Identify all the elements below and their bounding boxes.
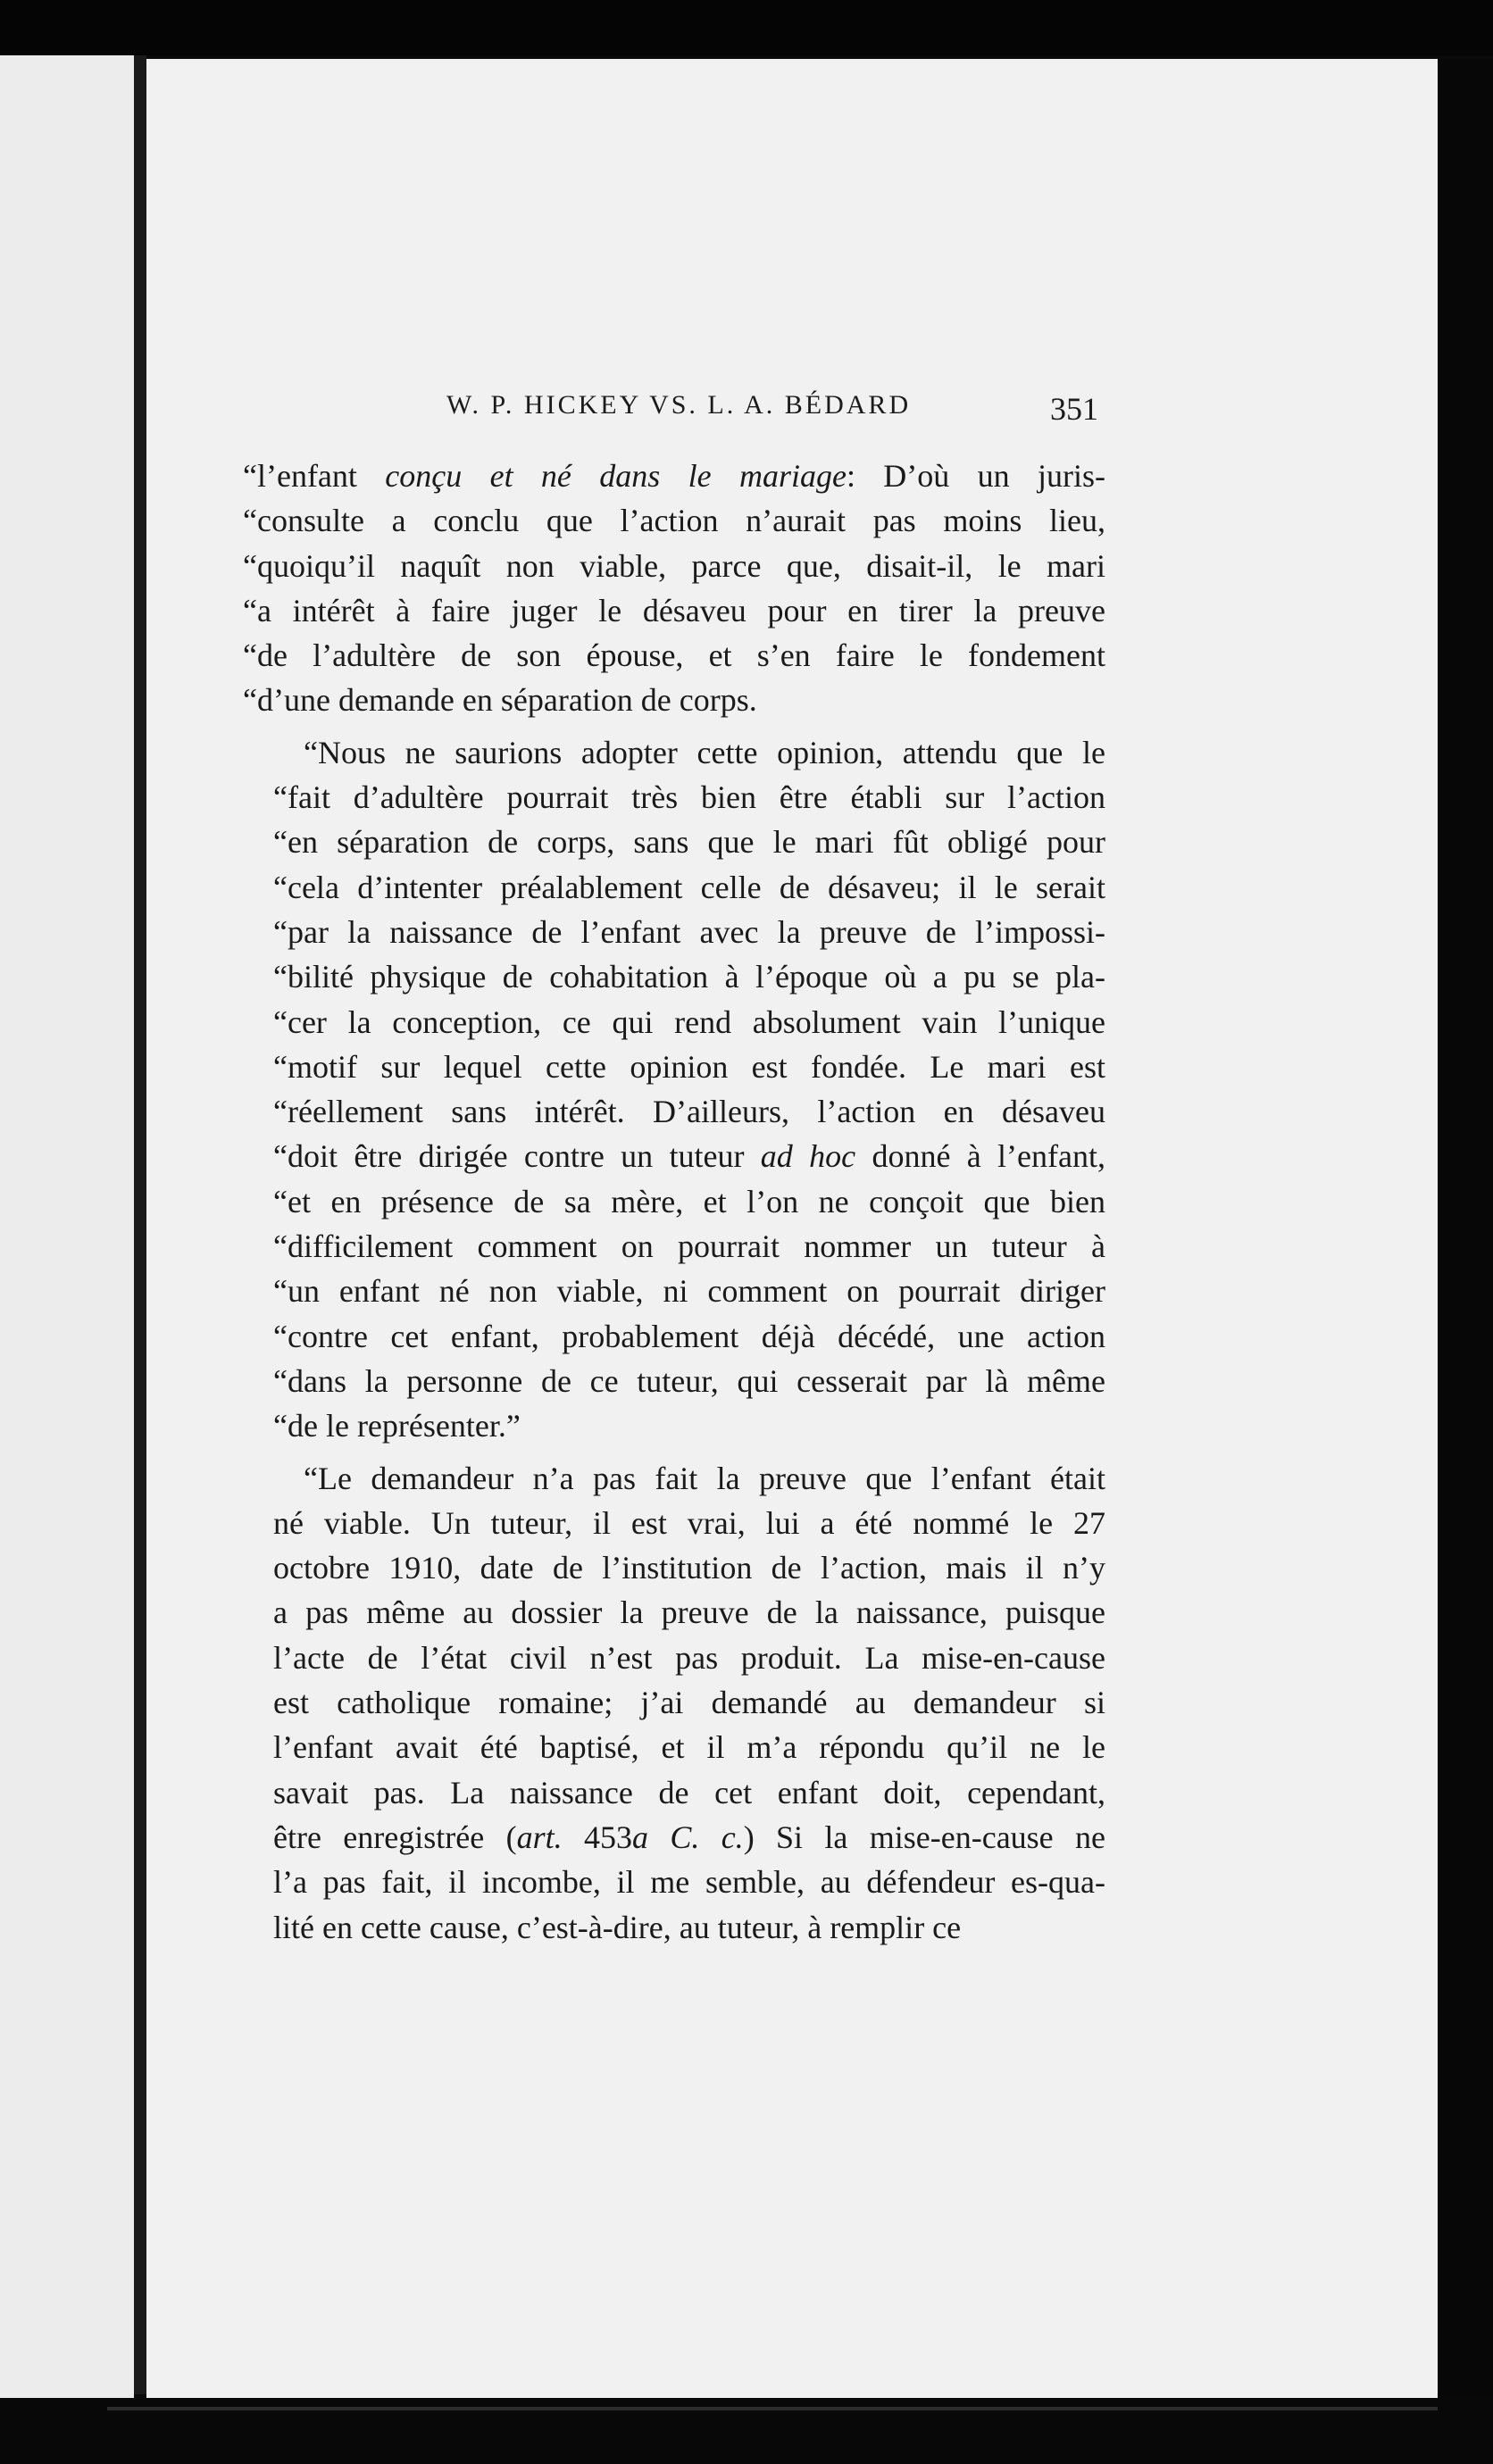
text-line: “en séparation de corps, sans que le mari fût obligé pour (273, 824, 1105, 861)
text-line: l’enfant avait été baptisé, et il m’a répondu qu’il ne le (273, 1729, 1105, 1766)
italic-text: a C. c. (631, 1819, 744, 1855)
italic-text: art. (516, 1819, 563, 1855)
text-line: “difficilement comment on pourrait nommer un tuteur à (273, 1228, 1105, 1265)
text-line: “dans la personne de ce tuteur, qui cesserait par là même (273, 1362, 1105, 1399)
scan-right-border (1438, 59, 1493, 2464)
paragraph-p2 (243, 730, 1105, 1449)
text-line: “Le demandeur n’a pas fait la preuve que l’enfant était (304, 1460, 1105, 1496)
text-line: “motif sur lequel cette opinion est fondée. Le mari est (273, 1048, 1105, 1085)
text-line: “un enfant né non viable, ni comment on pourrait diriger (273, 1273, 1105, 1310)
text-line: “Nous ne saurions adopter cette opinion, attendu que le (304, 734, 1105, 770)
facing-page-edge (0, 55, 134, 2403)
book-gutter (134, 55, 146, 2394)
text-line: a pas même au dossier la preuve de la naissance, puisque (273, 1594, 1105, 1631)
scan-top-border (0, 0, 1493, 55)
text-line: “d’une demande en séparation de corps. (243, 682, 757, 719)
paragraph-p1 (243, 454, 1105, 723)
text-line: “a intérêt à faire juger le désaveu pour en tirer la preuve (243, 592, 1105, 628)
text-line: être enregistrée (art. 453a C. c.) Si la mise-en-cause ne (273, 1819, 1106, 1855)
page-bottom-edge (107, 2407, 1438, 2410)
text-line: savait pas. La naissance de cet enfant doit, cependant, (273, 1774, 1105, 1811)
text-line: l’a pas fait, il incombe, il me semble, au défendeur es-qua- (273, 1864, 1105, 1901)
text-line: “bilité physique de cohabitation à l’époque où a pu se pla- (273, 959, 1105, 995)
text-line: “réellement sans intérêt. D’ailleurs, l’action en désaveu (273, 1094, 1105, 1130)
page-number: 351 (1050, 391, 1098, 427)
text-line: “par la naissance de l’enfant avec la preuve de l’impossi- (273, 913, 1105, 950)
text-line: “quoiqu’il naquît non viable, parce que, disait-il, le mari (243, 547, 1105, 584)
text-line: “de l’adultère de son épouse, et s’en faire le fondement (243, 637, 1105, 674)
text-line: “contre cet enfant, probablement déjà décédé, une action (273, 1318, 1105, 1354)
paragraph-p3 (243, 1456, 1105, 1950)
text-line: octobre 1910, date de l’institution de l’action, mais il n’y (273, 1550, 1105, 1586)
running-head: W. P. HICKEY VS. L. A. BÉDARD (446, 390, 912, 420)
text-line: né viable. Un tuteur, il est vrai, lui a été nommé le 27 (273, 1504, 1105, 1541)
text-line: l’acte de l’état civil n’est pas produit. La mise-en-cause (273, 1639, 1105, 1676)
text-line: est catholique romaine; j’ai demandé au demandeur si (273, 1685, 1105, 1721)
text-line: “cer la conception, ce qui rend absolument vain l’unique (273, 1003, 1105, 1040)
italic-text: conçu et né dans le mariage (385, 458, 847, 494)
text-line: lité en cette cause, c’est-à-dire, au tuteur, à remplir ce (273, 1909, 962, 1945)
text-line: “cela d’intenter préalablement celle de désaveu; il le serait (273, 869, 1105, 905)
text-line: “l’enfant conçu et né dans le mariage: D’où un juris- (243, 458, 1105, 494)
text-line: “doit être dirigée contre un tuteur ad hoc donné à l’enfant, (273, 1138, 1105, 1175)
text-line: “consulte a conclu que l’action n’aurait pas moins lieu, (243, 503, 1105, 539)
text-line: “fait d’adultère pourrait très bien être établi sur l’action (273, 779, 1105, 816)
italic-text: ad hoc (760, 1138, 856, 1175)
text-line: “et en présence de sa mère, et l’on ne conçoit que bien (273, 1183, 1105, 1220)
text-line: “de le représenter.” (273, 1408, 521, 1444)
body-text (243, 454, 1105, 1957)
